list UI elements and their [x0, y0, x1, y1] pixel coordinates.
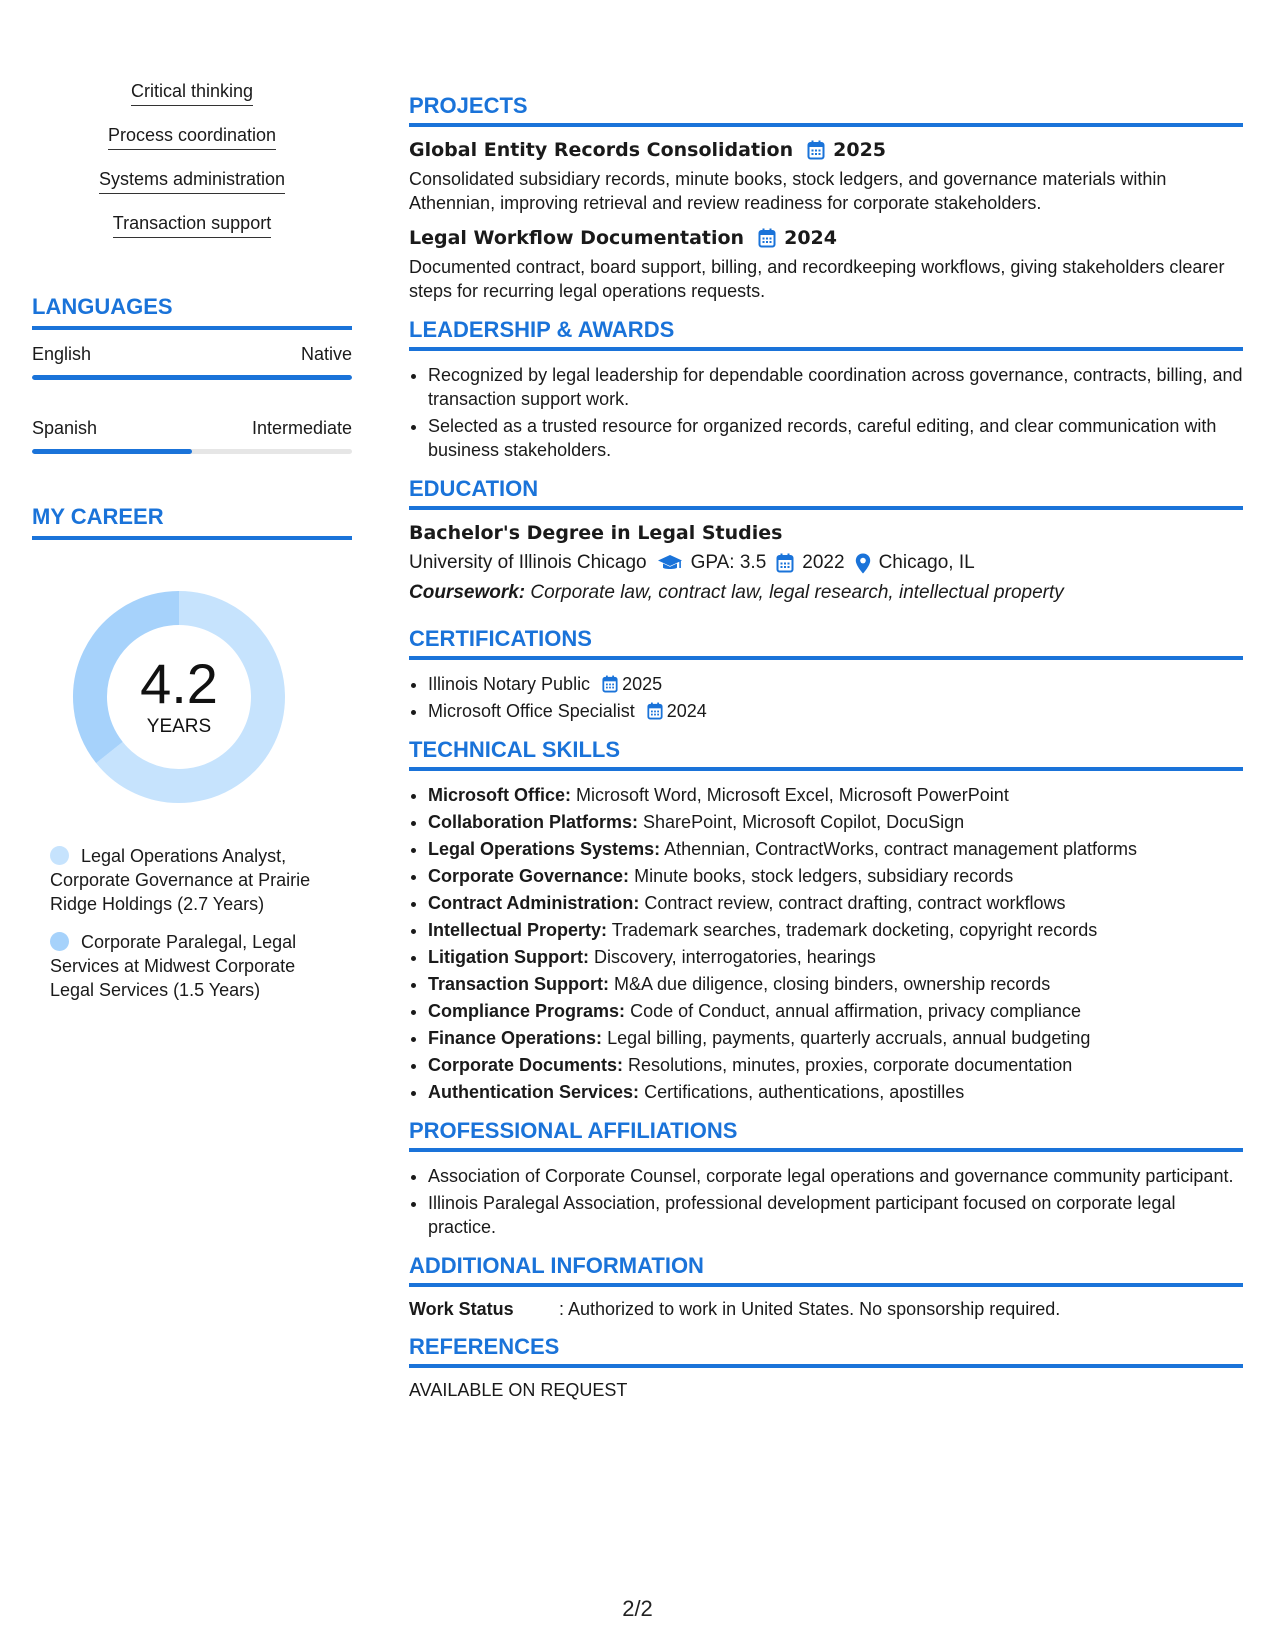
- skill-category: Litigation Support:: [428, 947, 589, 967]
- technical-skills-heading: TECHNICAL SKILLS: [409, 737, 1243, 771]
- technical-skills-section: [409, 737, 1243, 1104]
- project-name: Global Entity Records Consolidation: [409, 139, 794, 161]
- affiliation-item: • Association of Corporate Counsel, corporate legal operations and governance community participant.: [428, 1164, 1243, 1188]
- map-pin-icon: [855, 553, 871, 574]
- project-item: [409, 139, 1243, 215]
- skill-values: SharePoint, Microsoft Copilot, DocuSign: [643, 812, 965, 832]
- skill-values: Code of Conduct, annual affirmation, privacy compliance: [630, 1001, 1081, 1021]
- calendar-icon: [602, 675, 618, 693]
- graduation-cap-icon: [657, 554, 683, 572]
- legend-dot: [50, 932, 69, 951]
- language-name: English: [32, 344, 92, 364]
- calendar-icon: [758, 228, 776, 248]
- education-coursework: [409, 582, 1243, 604]
- career-total-unit: YEARS: [146, 716, 212, 737]
- career-legend-label: Legal Operations Analyst, Corporate Governance at Prairie Ridge Holdings (2.7 Years): [50, 846, 311, 914]
- certification-name: • Microsoft Office Specialist: [428, 701, 635, 721]
- technical-skills-list: [409, 783, 1243, 1104]
- leadership-item: • Recognized by legal leadership for dependable coordination across governance, contracts, billing, and transaction support work.: [428, 363, 1243, 411]
- language-spanish: [32, 418, 352, 454]
- language-bar-fill: [32, 375, 352, 380]
- work-status-row: [409, 1299, 1243, 1320]
- coursework-label: Coursework:: [409, 582, 526, 603]
- skill-category: Compliance Programs:: [428, 1001, 626, 1021]
- skill-category: Legal Operations Systems:: [428, 839, 661, 859]
- skill-category: Finance Operations:: [428, 1028, 603, 1048]
- technical-skill-item: [428, 945, 1243, 969]
- skill-category: Corporate Documents:: [428, 1055, 624, 1075]
- certification-year: 2025: [622, 674, 663, 694]
- leadership-section: [409, 317, 1243, 462]
- education-heading: EDUCATION: [409, 476, 1243, 510]
- left-column: [32, 80, 352, 1016]
- project-year: 2024: [784, 227, 837, 249]
- projects-section: [409, 93, 1243, 303]
- technical-skill-item: [428, 918, 1243, 942]
- skill-values: M&A due diligence, closing binders, ownership records: [614, 974, 1051, 994]
- references-text: AVAILABLE ON REQUEST: [409, 1380, 628, 1400]
- career-donut-center: [64, 582, 294, 812]
- right-column: [409, 93, 1243, 1415]
- technical-skill-item: [428, 783, 1243, 807]
- language-level: Native: [300, 344, 352, 364]
- skills-list: [32, 80, 352, 256]
- certification-year: 2024: [666, 701, 707, 721]
- coursework-text: Corporate law, contract law, legal research, intellectual property: [530, 582, 1064, 603]
- technical-skill-item: [428, 864, 1243, 888]
- technical-skill-item: [428, 810, 1243, 834]
- additional-info-heading: ADDITIONAL INFORMATION: [409, 1253, 1243, 1287]
- skill-values: Legal billing, payments, quarterly accruals, annual budgeting: [607, 1028, 1091, 1048]
- skill-item: Transaction support: [113, 212, 271, 238]
- additional-info-section: [409, 1253, 1243, 1320]
- certification-item: [428, 672, 1243, 696]
- skill-category: Corporate Governance:: [428, 866, 630, 886]
- languages-heading: LANGUAGES: [32, 294, 352, 330]
- language-bar: [32, 375, 352, 380]
- skill-values: Microsoft Word, Microsoft Excel, Microsoft PowerPoint: [576, 785, 1009, 805]
- career-legend: [32, 844, 332, 1002]
- skill-category: Intellectual Property:: [428, 920, 608, 940]
- education-location: Chicago, IL: [878, 552, 975, 573]
- affiliations-section: [409, 1118, 1243, 1239]
- skill-item: Systems administration: [99, 168, 285, 194]
- skill-item: Critical thinking: [131, 80, 253, 106]
- project-year: 2025: [833, 139, 887, 161]
- career-donut-chart: [64, 582, 294, 812]
- skill-item: Process coordination: [108, 124, 276, 150]
- skill-values: Contract review, contract drafting, contract workflows: [644, 893, 1066, 913]
- references-heading: REFERENCES: [409, 1334, 1243, 1368]
- project-name: Legal Workflow Documentation: [409, 227, 745, 249]
- skill-category: Contract Administration:: [428, 893, 640, 913]
- skill-category: Collaboration Platforms:: [428, 812, 639, 832]
- project-item: [409, 227, 1243, 303]
- technical-skill-item: [428, 1026, 1243, 1050]
- affiliations-heading: PROFESSIONAL AFFILIATIONS: [409, 1118, 1243, 1152]
- language-bar-fill: [32, 449, 192, 454]
- language-english: [32, 344, 352, 380]
- technical-skill-item: [428, 1053, 1243, 1077]
- skill-category: Microsoft Office:: [428, 785, 572, 805]
- work-status-value: : Authorized to work in United States. No sponsorship required.: [559, 1299, 1061, 1319]
- calendar-icon: [647, 702, 663, 720]
- calendar-icon: [807, 140, 825, 160]
- skill-values: Trademark searches, trademark docketing, copyright records: [611, 920, 1098, 940]
- technical-skill-item: [428, 837, 1243, 861]
- skill-values: Minute books, stock ledgers, subsidiary records: [634, 866, 1014, 886]
- education-school: University of Illinois Chicago: [409, 552, 647, 573]
- project-description: Consolidated subsidiary records, minute books, stock ledgers, and governance materials within Athennian, improving retrieval and review readiness for corporate stakeholders.: [409, 169, 1167, 213]
- affiliation-item: • Illinois Paralegal Association, professional development participant focused on corporate legal practice.: [428, 1191, 1243, 1239]
- certifications-section: [409, 626, 1243, 723]
- certifications-heading: CERTIFICATIONS: [409, 626, 1243, 660]
- career-legend-item: [50, 930, 332, 1002]
- skill-values: Resolutions, minutes, proxies, corporate documentation: [628, 1055, 1073, 1075]
- project-description: Documented contract, board support, billing, and recordkeeping workflows, giving stakeholders clearer steps for recurring legal operations requests.: [409, 257, 1225, 301]
- projects-heading: PROJECTS: [409, 93, 1243, 127]
- education-degree: Bachelor's Degree in Legal Studies: [409, 522, 783, 544]
- leadership-item: • Selected as a trusted resource for organized records, careful editing, and clear communication with business stakeholders.: [428, 414, 1243, 462]
- technical-skill-item: [428, 999, 1243, 1023]
- technical-skill-item: [428, 1080, 1243, 1104]
- leadership-heading: LEADERSHIP & AWARDS: [409, 317, 1243, 351]
- skill-values: Certifications, authentications, apostilles: [644, 1082, 965, 1102]
- work-status-label: Work Status: [409, 1299, 514, 1319]
- education-details: [409, 552, 1243, 574]
- references-section: [409, 1334, 1243, 1401]
- legend-dot: [50, 846, 69, 865]
- skill-values: Athennian, ContractWorks, contract management platforms: [664, 839, 1137, 859]
- education-section: [409, 476, 1243, 604]
- skill-category: Authentication Services:: [428, 1082, 640, 1102]
- technical-skill-item: [428, 972, 1243, 996]
- skill-values: Discovery, interrogatories, hearings: [593, 947, 876, 967]
- skill-category: Transaction Support:: [428, 974, 610, 994]
- certification-name: • Illinois Notary Public: [428, 674, 591, 694]
- career-heading: MY CAREER: [32, 504, 352, 540]
- language-name: Spanish: [32, 418, 98, 438]
- education-gpa: GPA: 3.5: [690, 552, 767, 573]
- language-level: Intermediate: [251, 418, 352, 438]
- career-legend-item: [50, 844, 332, 916]
- career-total-years: 4.2: [140, 652, 218, 715]
- page-number: 2/2: [622, 1596, 653, 1621]
- education-year: 2022: [802, 552, 845, 573]
- calendar-icon: [776, 553, 794, 573]
- certification-item: [428, 699, 1243, 723]
- technical-skill-item: [428, 891, 1243, 915]
- language-bar: [32, 449, 352, 454]
- career-legend-label: Corporate Paralegal, Legal Services at Midwest Corporate Legal Services (1.5 Years): [50, 932, 297, 1000]
